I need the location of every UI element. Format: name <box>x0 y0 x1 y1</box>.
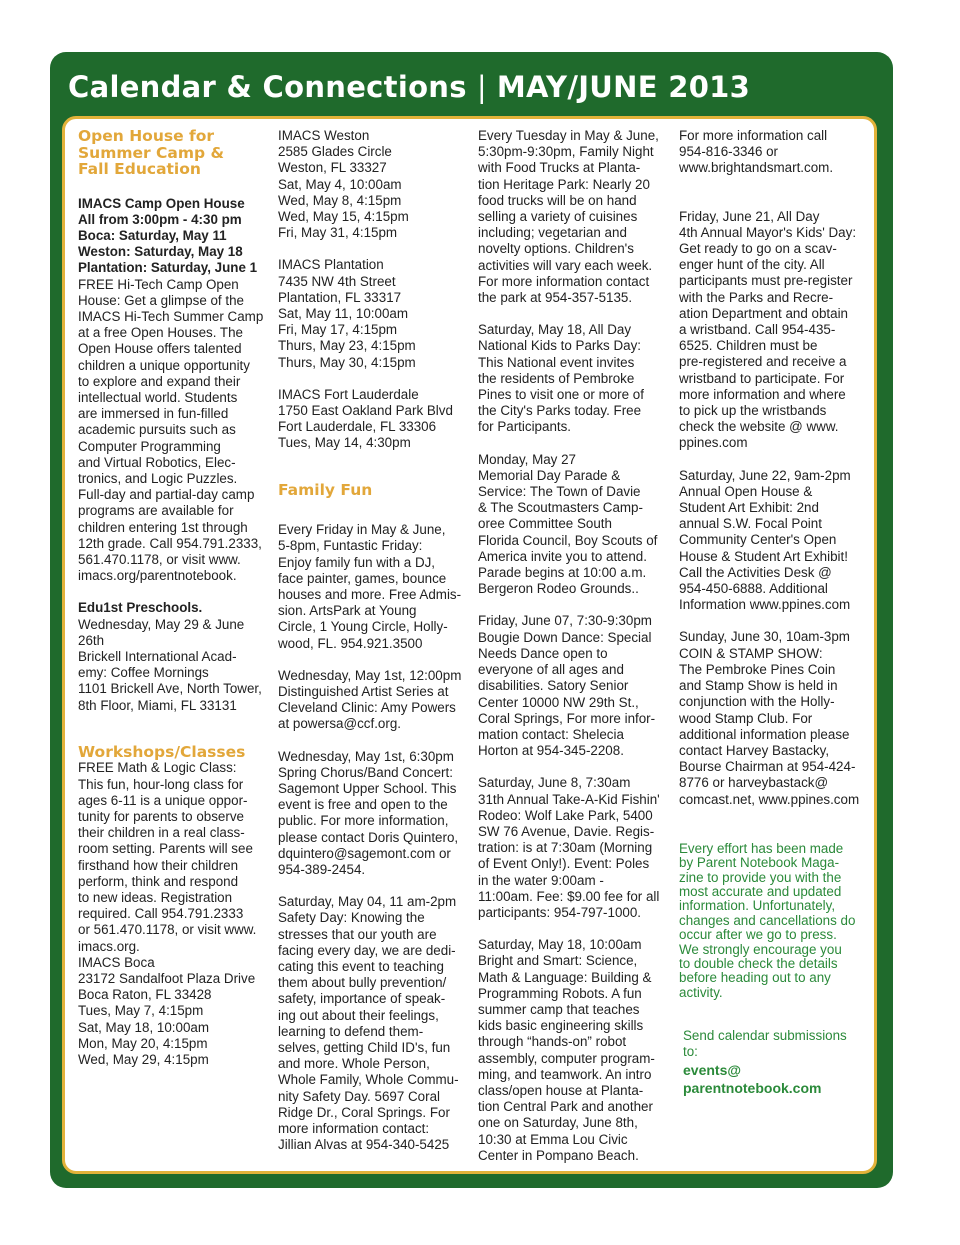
text-line: one on Saturday, June 8th, <box>478 1115 638 1131</box>
text-line: tration: is at 7:30am (Morning <box>478 840 653 856</box>
section-heading-open-house <box>78 128 268 178</box>
page-title: Calendar & Connections <box>68 70 467 104</box>
text-line: 2585 Glades Circle <box>278 144 392 160</box>
text-line: face painter, games, bounce <box>278 570 447 586</box>
edu1st-event <box>78 600 268 713</box>
text-line: stresses that our youth are <box>278 926 437 942</box>
text-line: Pines to visit one or more of <box>478 387 644 403</box>
text-line: Memorial Day Parade & <box>478 467 621 483</box>
text-line: ppines.com <box>679 435 748 451</box>
text-line: in the water 9:00am - <box>478 872 604 888</box>
imacs-fort-lauderdale <box>278 387 470 452</box>
text-line: information. Unfortunately, <box>679 898 836 914</box>
column-4 <box>679 128 871 1113</box>
text-line: Distinguished Artist Series at <box>278 683 449 699</box>
text-line: Bright and Smart: Science, <box>478 953 638 969</box>
text-line: novelty options. Children's <box>478 241 634 257</box>
text-line: room setting. Parents will see <box>78 841 253 857</box>
text-line: Wed, May 29, 4:15pm <box>78 1051 209 1067</box>
text-line: and Stamp Show is held in <box>679 678 838 694</box>
issue-date: MAY/JUNE 2013 <box>496 70 751 104</box>
text-line: The Pembroke Pines Coin <box>679 661 836 677</box>
text-line: Saturday, June 22, 9am-2pm <box>679 467 851 483</box>
text-line: House: Get a glimpse of the <box>78 292 244 308</box>
text-line: National Kids to Parks Day: <box>478 338 641 354</box>
text-line: occur after we go to press. <box>679 927 837 943</box>
text-line: Wednesday, May 1st, 12:00pm <box>278 667 462 683</box>
text-line: wood Stamp Club. For <box>679 710 813 726</box>
text-line: imacs.org. <box>78 938 140 954</box>
text-line: Bourse Chairman at 954-424- <box>679 759 856 775</box>
text-line: sion. ArtsPark at Young <box>278 603 417 619</box>
take-a-kid-fishin <box>478 775 670 921</box>
text-line: everyone of all ages and <box>478 662 624 678</box>
text-line: to new ideas. Registration <box>78 889 233 905</box>
text-line: learning to defend them- <box>278 1023 424 1039</box>
text-line: Jillian Alvas at 954-340-5425 <box>278 1137 450 1153</box>
text-line: Bougie Down Dance: Special <box>478 629 652 645</box>
text-line: to: <box>683 1044 698 1060</box>
text-line: Plantation, FL 33317 <box>278 289 402 305</box>
text-line: IMACS Weston <box>278 128 370 143</box>
text-line: 10:30 at Emma Lou Civic <box>478 1131 628 1147</box>
text-line: required. Call 954.791.2333 <box>78 906 244 922</box>
text-line: Fri, May 31, 4:15pm <box>278 225 398 241</box>
text-line: cating this event to teaching <box>278 959 445 975</box>
text-line: All from 3:00pm - 4:30 pm <box>78 211 242 227</box>
text-line: 5-8pm, Funtastic Friday: <box>278 538 423 554</box>
text-line: comcast.net, www.ppines.com <box>679 791 860 807</box>
text-line: 1750 East Oakland Park Blvd <box>278 403 453 419</box>
text-line: wood, FL. 954.921.3500 <box>278 635 423 651</box>
text-line: the park at 954-357-5135. <box>478 290 633 306</box>
text-line: firsthand how their children <box>78 857 239 873</box>
text-line: by Parent Notebook Maga- <box>679 855 840 871</box>
disclaimer <box>679 842 871 1000</box>
text-line: tion Central Park and another <box>478 1099 653 1115</box>
text-line: selling a variety of cuisines <box>478 209 638 225</box>
mayors-kids-day <box>679 209 871 452</box>
text-line: annual S.W. Focal Point <box>679 516 822 532</box>
text-line: Monday, May 27 <box>478 451 576 467</box>
bright-and-smart <box>478 937 670 1164</box>
text-line: Saturday, May 18, 10:00am <box>478 937 642 953</box>
text-line: parentnotebook.com <box>683 1079 822 1096</box>
text-line: activity. <box>679 984 723 1000</box>
text-line: Tues, May 14, 4:30pm <box>278 435 411 451</box>
text-line: Boca: Saturday, May 11 <box>78 227 227 243</box>
text-line: Get ready to go on a scav- <box>679 241 837 257</box>
text-line: mation contact: Shelecia <box>478 726 624 742</box>
section-heading-workshops <box>78 744 268 761</box>
text-line: class/open house at Planta- <box>478 1082 644 1098</box>
text-line: Coral Springs, For more infor- <box>478 710 656 726</box>
column-2 <box>278 128 470 1169</box>
text-line: ages 6-11 is a unique oppor- <box>78 792 248 808</box>
text-line: Center in Pompano Beach. <box>478 1147 639 1163</box>
text-line: a wristband. Call 954-435- <box>679 322 836 338</box>
submissions-email <box>683 1061 871 1097</box>
text-line: House & Student Art Exhibit! <box>679 548 848 564</box>
text-line: Sat, May 11, 10:00am <box>278 306 409 322</box>
text-line: Annual Open House & <box>679 483 813 499</box>
text-line: including; vegetarian and <box>478 225 627 241</box>
text-line: houses and more. Free Admis- <box>278 586 462 602</box>
text-line: zine to provide you with the <box>679 869 842 885</box>
text-line: 26th <box>78 632 105 648</box>
text-line: of Event Only!). Event: Poles <box>478 856 650 872</box>
text-line: facing every day, we are dedi- <box>278 942 456 958</box>
family-fun-heading-text: Family Fun <box>278 480 373 499</box>
text-line: Computer Programming <box>78 438 221 454</box>
text-line: conjunction with the Holly- <box>679 694 835 710</box>
memorial-day-parade <box>478 452 670 598</box>
text-line: Every effort has been made <box>679 840 844 856</box>
text-line: more information contact: <box>278 1121 430 1137</box>
text-line: programs are available for <box>78 503 234 519</box>
text-line: 5:30pm-9:30pm, Family Night <box>478 144 654 160</box>
text-line: emy: Coffee Mornings <box>78 665 209 681</box>
text-line: participants must pre-register <box>679 273 853 289</box>
text-line: tunity for parents to observe <box>78 808 244 824</box>
text-line: wristband to participate. For <box>679 370 845 386</box>
text-line: Programming Robots. A fun <box>478 985 642 1001</box>
text-line: Brickell International Acad- <box>78 648 237 664</box>
text-line: Parade begins at 10:00 a.m. <box>478 565 647 581</box>
edu1st-details <box>78 617 268 714</box>
text-line: Information www.ppines.com <box>679 597 851 613</box>
text-line: www.brightandsmart.com. <box>679 160 834 176</box>
text-line: Every Tuesday in May & June, <box>478 128 659 143</box>
text-line: Open House for <box>78 127 215 145</box>
text-line: are immersed in fun-filled <box>78 406 229 422</box>
text-line: Saturday, May 18, All Day <box>478 322 632 338</box>
text-line: Sagemont Upper School. This <box>278 781 457 796</box>
text-line: IMACS Plantation <box>278 257 384 273</box>
text-line: Plantation: Saturday, June 1 <box>78 260 258 276</box>
imacs-plantation <box>278 257 470 370</box>
text-line: changes and cancellations do <box>679 912 856 928</box>
text-line: America invite you to attend. <box>478 548 647 564</box>
text-line: IMACS Boca <box>78 954 155 970</box>
text-line: the City's Parks today. Free <box>478 403 642 419</box>
text-line: 6525. Children must be <box>679 338 818 354</box>
text-line: perform, think and respond <box>78 873 239 889</box>
text-line: disabilities. Satory Senior <box>478 678 629 694</box>
text-line: 23172 Sandalfoot Plaza Drive <box>78 970 256 986</box>
column-3 <box>478 128 670 1180</box>
imacs-open-house-description <box>78 277 268 585</box>
text-line: This National event invites <box>478 354 635 370</box>
text-line: Needs Dance open to <box>478 645 608 661</box>
text-line: assembly, computer program- <box>478 1050 655 1066</box>
text-line: safety, importance of speak- <box>278 991 446 1007</box>
text-line: 954-389-2454. <box>278 862 366 878</box>
text-line: Fri, May 17, 4:15pm <box>278 322 398 338</box>
bright-smart-info <box>679 128 871 177</box>
text-line: Wed, May 8, 4:15pm <box>278 192 402 208</box>
text-line: 11:00am. Fee: $9.00 fee for all <box>478 888 660 904</box>
annual-open-house <box>679 468 871 614</box>
text-line: ation Department and obtain <box>679 305 848 321</box>
text-line: Spring Chorus/Band Concert: <box>278 764 453 780</box>
text-line: events@ <box>683 1061 742 1078</box>
text-line: 7435 NW 4th Street <box>278 273 396 289</box>
text-line: food trucks will be on hand <box>478 192 637 208</box>
family-night-food-trucks <box>478 128 670 306</box>
page-header <box>68 62 888 112</box>
text-line: more information and where <box>679 386 846 402</box>
text-line: IMACS Camp Open House <box>78 195 245 211</box>
text-line: at powersa@ccf.org. <box>278 716 402 732</box>
text-line: Fall Education <box>78 160 201 178</box>
text-line: 561.470.1178, or visit www. <box>78 551 241 567</box>
text-line: This fun, hour-long class for <box>78 776 244 792</box>
text-line: 31th Annual Take-A-Kid Fishin' <box>478 791 660 807</box>
text-line: with the Parks and Recre- <box>679 289 834 305</box>
text-line: the residents of Pembroke <box>478 370 635 386</box>
text-line: for Participants. <box>478 419 572 435</box>
text-line: Saturday, June 8, 7:30am <box>478 775 631 791</box>
text-line: Whole Family, Whole Commu- <box>278 1072 459 1088</box>
text-line: Student Art Exhibit: 2nd <box>679 500 819 516</box>
text-line: 12th grade. Call 954.791.2333, <box>78 535 262 551</box>
text-line: Friday, June 21, All Day <box>679 208 820 224</box>
text-line: Rodeo: Wolf Lake Park, 5400 <box>478 807 653 823</box>
text-line: oree Committee South <box>478 516 612 532</box>
section-heading-family-fun <box>278 482 470 499</box>
text-line: Every Friday in May & June, <box>278 522 446 538</box>
edu1st-title: Edu1st Preschools. <box>78 600 203 616</box>
imacs-open-house-dates <box>78 196 268 277</box>
text-line: to pick up the wristbands <box>679 403 827 419</box>
text-line: 4th Annual Mayor's Kids' Day: <box>679 224 857 240</box>
text-line: Center 10000 NW 29th St., <box>478 694 639 710</box>
text-line: 8776 or harveybastack@ <box>679 775 829 791</box>
safety-day <box>278 894 470 1153</box>
text-line: Cleveland Clinic: Amy Powers <box>278 700 456 716</box>
text-line: 954-450-6888. Additional <box>679 581 828 597</box>
text-line: For more information contact <box>478 273 650 289</box>
distinguished-artist <box>278 668 470 733</box>
text-line: Weston, FL 33327 <box>278 160 387 176</box>
text-line: Math & Language: Building & <box>478 969 652 985</box>
text-line: enger hunt of the city. All <box>679 257 825 273</box>
text-line: Safety Day: Knowing the <box>278 910 425 926</box>
text-line: additional information please <box>679 726 850 742</box>
text-line: Friday, June 07, 7:30-9:30pm <box>478 613 652 629</box>
text-line: children entering 1st through <box>78 519 248 535</box>
text-line: Sat, May 4, 10:00am <box>278 176 402 192</box>
text-line: through “hands-on” robot <box>478 1034 627 1050</box>
text-line: their children in a real class- <box>78 825 245 841</box>
text-line: Ridge Dr., Coral Springs. For <box>278 1104 450 1120</box>
workshops-heading-text: Workshops/Classes <box>78 742 246 761</box>
text-line: Mon, May 20, 4:15pm <box>78 1035 208 1051</box>
text-line: We strongly encourage you <box>679 941 842 957</box>
text-line: public. For more information, <box>278 813 449 829</box>
text-line: tion Heritage Park: Nearly 20 <box>478 176 650 192</box>
text-line: contact Harvey Bastacky, <box>679 742 830 758</box>
text-line: Florida Council, Boy Scouts of <box>478 532 658 548</box>
text-line: IMACS Hi-Tech Summer Camp <box>78 308 264 324</box>
text-line: 1101 Brickell Ave, North Tower, <box>78 681 262 697</box>
text-line: Service: The Town of Davie <box>478 484 641 500</box>
text-line: activities will vary each week. <box>478 257 653 273</box>
text-line: Enjoy family fun with a DJ, <box>278 554 436 570</box>
text-line: Fort Lauderdale, FL 33306 <box>278 419 437 435</box>
text-line: and Virtual Robotics, Elec- <box>78 454 236 470</box>
text-line: academic pursuits such as <box>78 422 236 438</box>
text-line: Tues, May 7, 4:15pm <box>78 1003 204 1019</box>
text-line: Call the Activities Desk @ <box>679 564 832 580</box>
text-line: or 561.470.1178, or visit www. <box>78 922 257 938</box>
text-line: Summer Camp & <box>78 143 225 162</box>
text-line: with Food Trucks at Planta- <box>478 160 641 176</box>
text-line: kids basic engineering skills <box>478 1018 644 1034</box>
text-line: SW 76 Avenue, Davie. Regis- <box>478 823 655 839</box>
text-line: Wednesday, May 1st, 6:30pm <box>278 748 454 764</box>
text-line: 954-816-3346 or <box>679 144 779 160</box>
text-line: participants: 954-797-1000. <box>478 904 642 920</box>
imacs-weston <box>278 128 470 241</box>
text-line: FREE Hi-Tech Camp Open <box>78 276 239 292</box>
text-line: summer camp that teaches <box>478 1001 640 1017</box>
text-line: event is free and open to the <box>278 797 448 813</box>
text-line: For more information call <box>679 128 828 143</box>
text-line: imacs.org/parentnotebook. <box>78 568 237 584</box>
column-1 <box>78 128 268 1084</box>
text-line: please contact Doris Quintero, <box>278 829 459 845</box>
text-line: Wednesday, May 29 & June <box>78 616 245 632</box>
text-line: selves, getting Child ID's, fun <box>278 1040 451 1056</box>
text-line: Wed, May 15, 4:15pm <box>278 209 409 225</box>
submissions-text <box>683 1028 871 1060</box>
text-line: Community Center's Open <box>679 532 837 548</box>
funtastic-friday <box>278 522 470 652</box>
text-line: Boca Raton, FL 33428 <box>78 987 212 1003</box>
coin-stamp-show <box>679 629 871 807</box>
text-line: FREE Math & Logic Class: <box>78 760 237 776</box>
text-line: Thurs, May 30, 4:15pm <box>278 354 416 370</box>
text-line: & The Scoutmasters Camp- <box>478 500 643 516</box>
spring-concert <box>278 749 470 879</box>
text-line: Horton at 954-345-2208. <box>478 743 624 759</box>
text-line: most accurate and updated <box>679 883 842 899</box>
text-line: Sat, May 18, 10:00am <box>78 1019 210 1035</box>
text-line: Open House offers talented <box>78 341 242 357</box>
text-line: Circle, 1 Young Circle, Holly- <box>278 619 448 635</box>
text-line: at a free Open Houses. The <box>78 325 244 341</box>
text-line: check the website @ www. <box>679 419 839 435</box>
text-line: IMACS Fort Lauderdale <box>278 386 419 402</box>
text-line: intellectual world. Students <box>78 389 238 405</box>
math-logic-class <box>78 760 268 1068</box>
text-line: Thurs, May 23, 4:15pm <box>278 338 416 354</box>
text-line: tronics, and Logic Puzzles. <box>78 470 238 486</box>
text-line: Saturday, May 04, 11 am-2pm <box>278 894 457 910</box>
text-line: Full-day and partial-day camp <box>78 487 255 503</box>
text-line: pre-registered and receive a <box>679 354 847 370</box>
text-line: COIN & STAMP SHOW: <box>679 645 823 661</box>
text-line: Bergeron Rodeo Grounds.. <box>478 581 639 597</box>
kids-to-parks-day <box>478 322 670 435</box>
bougie-down-dance <box>478 613 670 759</box>
text-line: children a unique opportunity <box>78 357 250 373</box>
text-line: Weston: Saturday, May 18 <box>78 244 243 260</box>
text-line: ing out about their feelings, <box>278 1007 439 1023</box>
text-line: before heading out to any <box>679 970 831 986</box>
text-line: 8th Floor, Miami, FL 33131 <box>78 697 237 713</box>
text-line: Send calendar submissions <box>683 1028 847 1044</box>
text-line: nity Safety Day. 5697 Coral <box>278 1088 441 1104</box>
text-line: ming, and teamwork. An intro <box>478 1066 652 1082</box>
submissions-note <box>683 1028 871 1096</box>
text-line: and more. Whole Person, <box>278 1056 430 1072</box>
header-separator: | <box>476 70 487 104</box>
text-line: them about bully prevention/ <box>278 975 447 991</box>
text-line: to explore and expand their <box>78 373 241 389</box>
text-line: dquintero@sagemont.com or <box>278 845 451 861</box>
text-line: Sunday, June 30, 10am-3pm <box>679 629 850 645</box>
text-line: to double check the details <box>679 955 838 971</box>
